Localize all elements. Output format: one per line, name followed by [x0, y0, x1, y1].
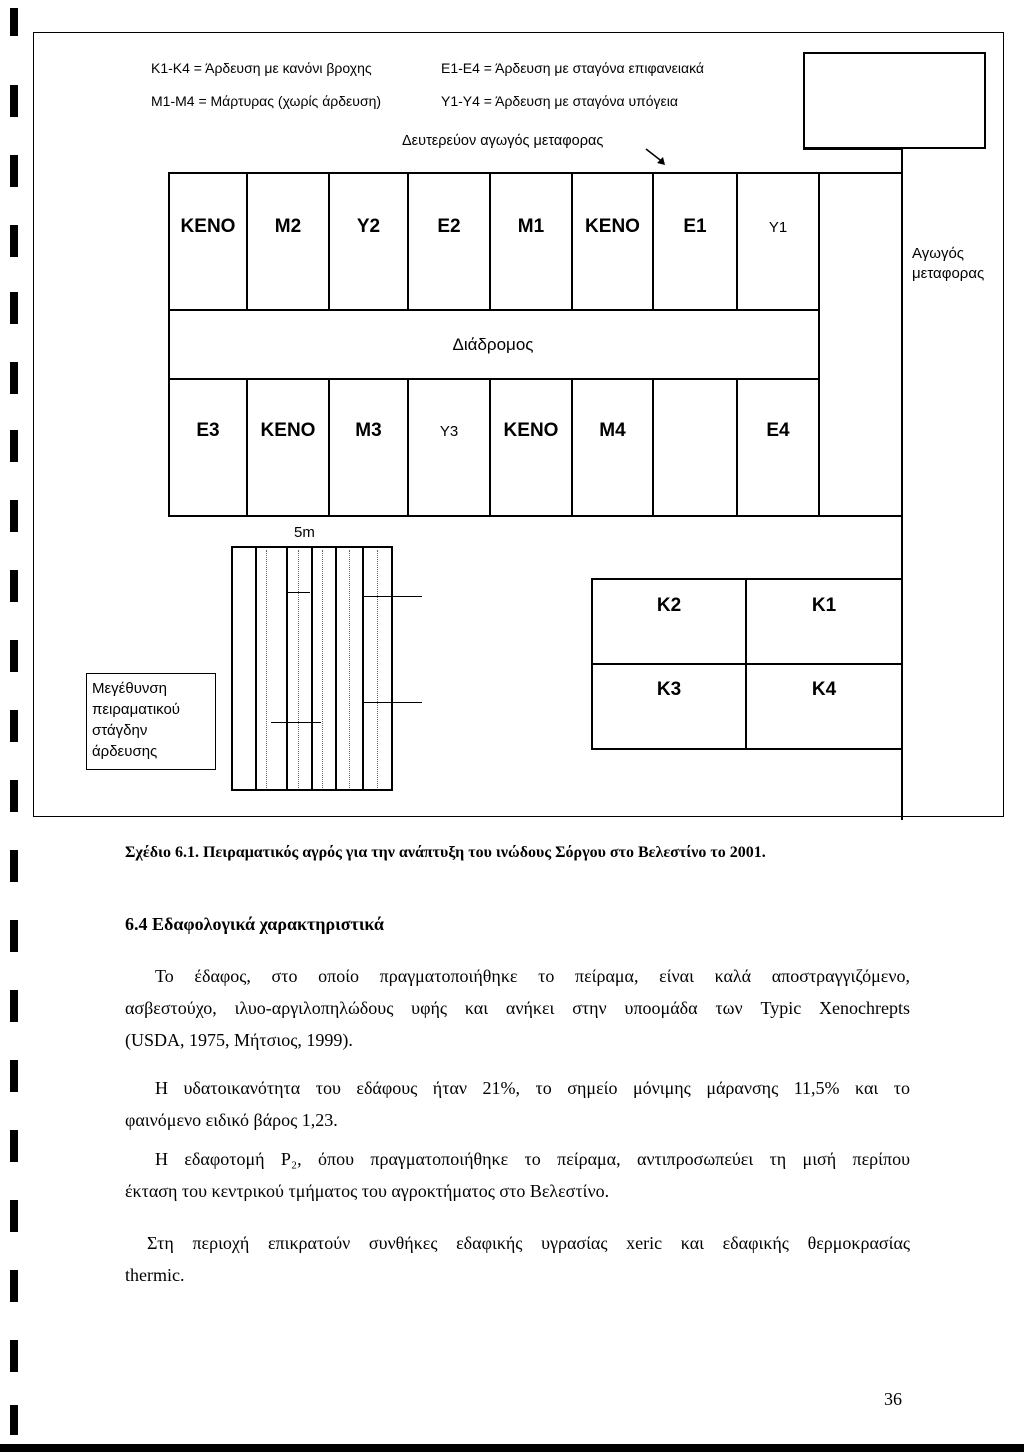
margin-mark: [10, 1060, 18, 1092]
plot-cell: ΚΕΝΟ: [180, 216, 236, 237]
plot-cell: Μ4: [599, 420, 626, 441]
plot-cell: ΚΕΝΟ: [585, 216, 640, 237]
margin-mark: [10, 155, 18, 187]
margin-mark: [10, 8, 18, 36]
legend-y: Υ1-Υ4 = Άρδευση με σταγόνα υπόγεια: [441, 93, 678, 109]
main-pipe-label-line1: Αγωγός: [912, 245, 965, 262]
margin-mark: [10, 850, 18, 882]
legend-e: Ε1-Ε4 = Άρδευση με σταγόνα επιφανειακά: [441, 60, 704, 76]
margin-mark: [10, 780, 18, 812]
paragraph-3: [125, 1143, 910, 1207]
k-cell: Κ3: [656, 679, 682, 700]
paragraph-4: [125, 1227, 910, 1291]
plot-cell: Υ1: [768, 218, 788, 236]
bottom-scan-bar: [0, 1444, 1024, 1452]
paragraph-line: (USDA, 1975, Μήτσιος, 1999).: [125, 1030, 353, 1050]
paragraph-line: φαινόμενο ειδικό βάρος 1,23.: [125, 1110, 338, 1130]
page-number: 36: [884, 1389, 902, 1409]
plot-cell: Ε2: [437, 216, 461, 237]
plot-cell: ΚΕΝΟ: [503, 420, 559, 441]
plot-cell: Ε1: [683, 216, 707, 237]
plot-cell: Ε3: [196, 420, 220, 441]
secondary-pipe-label: Δευτερεύον αγωγός μεταφορας: [402, 133, 604, 149]
plot-cell: Υ2: [356, 216, 381, 237]
plot-cell: ΚΕΝΟ: [260, 420, 316, 441]
plot-cell: Μ1: [517, 216, 545, 237]
k-cell: Κ2: [656, 595, 682, 616]
margin-mark: [10, 292, 18, 324]
plot-cell: Ε4: [766, 420, 790, 441]
paragraph-line: Στη περιοχή επικρατούν συνθήκες εδαφικής υγρασίας xeric και εδαφικής θερμοκρασίας: [147, 1233, 910, 1253]
paragraph-line: Η υδατοικανότητα του εδάφους ήταν 21%, το σημείο μόνιμης μάρανσης 11,5% και το: [155, 1078, 910, 1098]
blank-box: [803, 52, 986, 149]
margin-mark: [10, 362, 18, 394]
pipe-connector: [803, 148, 903, 150]
paragraph-1: [125, 960, 910, 1056]
corridor-label: Διάδρομος: [452, 334, 534, 354]
plot-cell: Μ2: [274, 216, 302, 237]
drip-label-line3: στάγδην: [92, 722, 148, 739]
drip-label-line1: Μεγέθυνση: [92, 680, 168, 697]
paragraph-2: [125, 1072, 910, 1136]
margin-mark: [10, 225, 18, 257]
paragraph-line: Η εδαφοτομή P₂, όπου πραγματοποιήθηκε το πείραμα, αντιπροσωπεύει τη μισή περίπου: [155, 1149, 910, 1169]
margin-mark: [10, 500, 18, 532]
k-cell: Κ1: [811, 595, 837, 616]
margin-mark: [10, 1200, 18, 1232]
legend-m: Μ1-Μ4 = Μάρτυρας (χωρίς άρδευση): [151, 93, 382, 109]
legend-k: Κ1-Κ4 = Άρδευση με κανόνι βροχης: [151, 60, 372, 76]
paragraph-line: thermic.: [125, 1265, 185, 1285]
margin-mark: [10, 990, 18, 1022]
plot-cell: Υ3: [439, 422, 459, 440]
margin-mark: [10, 1405, 18, 1435]
margin-mark: [10, 920, 18, 952]
section-heading: 6.4 Εδαφολογικά χαρακτηριστικά: [125, 914, 384, 934]
paragraph-line: Το έδαφος, στο οποίο πραγματοποιήθηκε το πείραμα, είναι καλά αποστραγγιζόμενο,: [155, 966, 910, 986]
margin-mark: [10, 640, 18, 672]
margin-mark: [10, 1270, 18, 1302]
arrow-icon: [644, 146, 670, 168]
drip-label: [92, 678, 180, 762]
margin-mark: [10, 570, 18, 602]
scale-label: 5m: [294, 524, 315, 541]
k-cell: Κ4: [811, 679, 837, 700]
margin-mark: [10, 710, 18, 742]
margin-mark: [10, 1340, 18, 1372]
main-pipe-label: [912, 244, 984, 284]
margin-mark: [10, 1130, 18, 1162]
plot-cell: Μ3: [355, 420, 382, 441]
plot-cell: [654, 404, 736, 458]
main-pipe-label-line2: μεταφορας: [912, 265, 985, 282]
drip-label-line2: πειραματικού: [92, 701, 181, 718]
margin-mark: [10, 430, 18, 462]
drip-label-line4: άρδευσης: [92, 743, 158, 760]
margin-mark: [10, 85, 18, 117]
paragraph-line: έκταση του κεντρικού τμήματος του αγροκτήματος στο Βελεστίνο.: [125, 1181, 610, 1201]
figure-caption: Σχέδιο 6.1. Πειραματικός αγρός για την ανάπτυξη του ινώδους Σόργου στο Βελεστίνο το 2001.: [125, 844, 766, 861]
paragraph-line: ασβεστούχο, ιλυο-αργιλοπηλώδους υφής και ανήκει στην υποομάδα των Typic Xenochrepts: [125, 998, 910, 1018]
